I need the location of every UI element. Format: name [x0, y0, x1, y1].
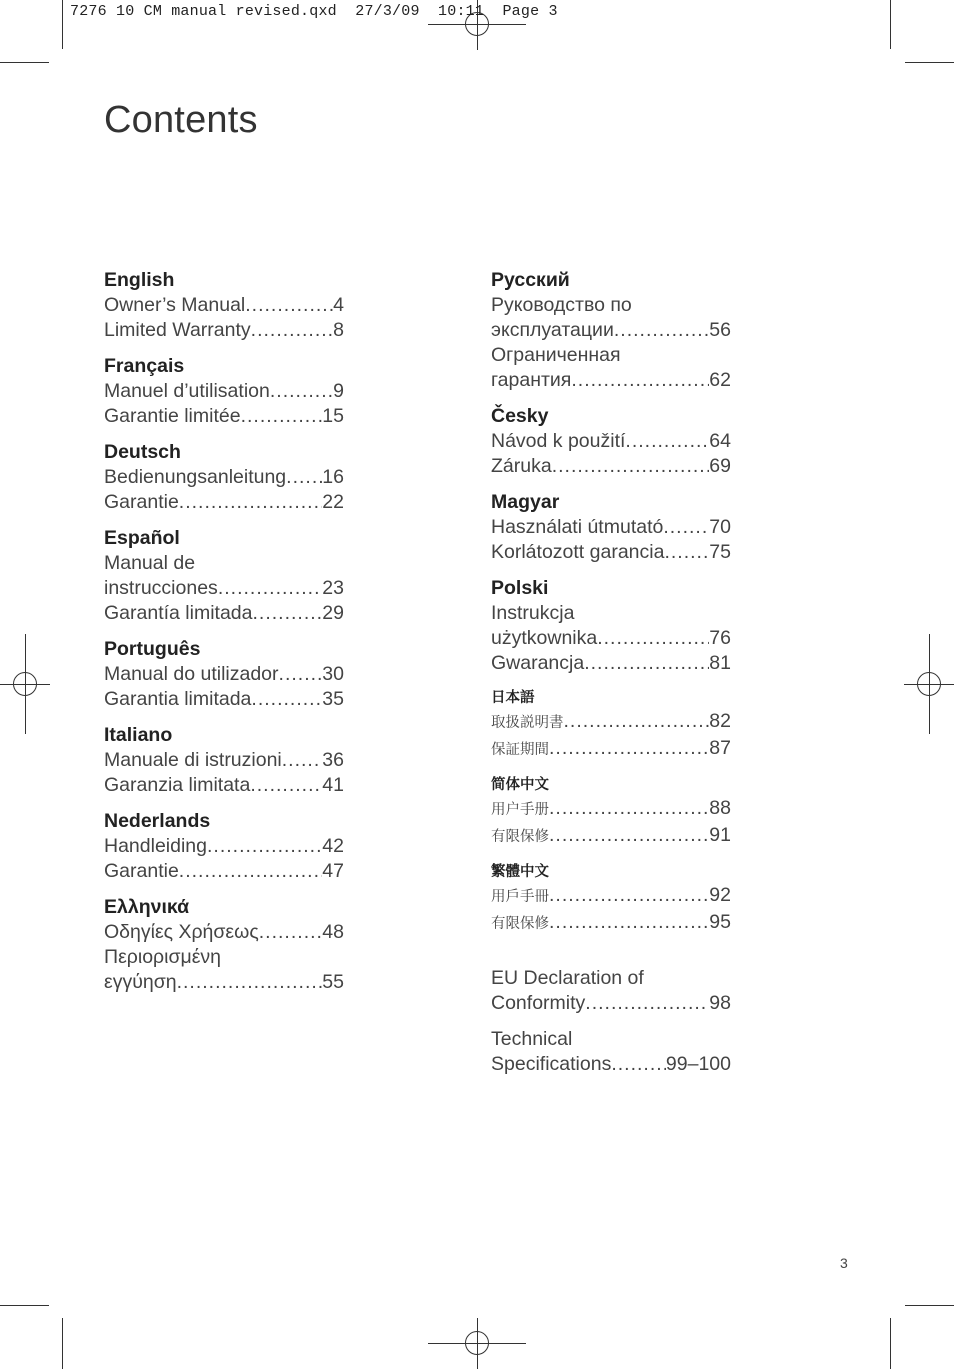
toc-entry[interactable] [491, 368, 731, 393]
section-heading: 简体中文 [491, 777, 549, 793]
crop-mark-tl-h [0, 62, 49, 63]
entry-page: 47 [322, 860, 344, 882]
entry-page: 98 [709, 992, 731, 1014]
entry-title-line1[interactable]: Ограниченная [491, 344, 621, 366]
toc-entry[interactable] [104, 834, 344, 859]
entry-page: 23 [322, 577, 344, 599]
entry-title: Bedienungsanleitung [104, 466, 287, 488]
section-heading: Português [104, 638, 201, 660]
section-heading: Deutsch [104, 441, 181, 463]
entry-title: Specifications [491, 1053, 612, 1075]
entry-title: Használati útmutató [491, 516, 664, 538]
toc-section-english [104, 268, 344, 343]
entry-title: Handleiding [104, 835, 207, 857]
toc-entry[interactable] [491, 626, 731, 651]
entry-title-line1[interactable]: Руководство по [491, 294, 632, 316]
toc-section-nederlands [104, 809, 344, 884]
toc-entry[interactable] [491, 515, 731, 540]
entry-page: 76 [709, 627, 731, 649]
entry-title: Gwarancja [491, 652, 585, 674]
crop-mark-bl-h [0, 1305, 49, 1306]
toc-entry[interactable] [104, 662, 344, 687]
entry-title: 保証期間 [491, 742, 549, 758]
entry-page: 70 [709, 516, 731, 538]
entry-title-line1[interactable]: Περιορισμένη [104, 946, 222, 968]
toc-entry[interactable] [491, 823, 731, 850]
entry-title: 用户手册 [491, 802, 549, 818]
toc-section-japanese [491, 687, 731, 763]
entry-page: 91 [709, 824, 731, 846]
registration-mark-right-circle [917, 672, 941, 696]
entry-title: Korlátozott garancia [491, 541, 665, 563]
entry-page: 81 [709, 652, 731, 674]
entry-title: 有限保修 [491, 916, 549, 932]
entry-title: Manuale di istruzioni [104, 749, 282, 771]
crop-mark-br-v [890, 1318, 891, 1369]
entry-page: 42 [322, 835, 344, 857]
toc-entry[interactable] [491, 736, 731, 763]
crop-mark-tr-h [905, 62, 954, 63]
toc-section-simplified-chinese [491, 774, 731, 850]
section-heading: 日本語 [491, 690, 535, 706]
entry-title: Záruka [491, 455, 552, 477]
entry-page: 4 [333, 294, 344, 316]
toc-entry[interactable] [491, 709, 731, 736]
toc-section-magyar [491, 490, 731, 565]
toc-entry[interactable] [491, 540, 731, 565]
entry-page: 92 [709, 884, 731, 906]
toc-entry[interactable] [104, 859, 344, 884]
toc-entry[interactable] [491, 429, 731, 454]
entry-title: Limited Warranty [104, 319, 251, 341]
toc-section-traditional-chinese [491, 861, 731, 937]
toc-entry[interactable] [491, 318, 731, 343]
toc-entry[interactable] [104, 687, 344, 712]
entry-title: 用戶手冊 [491, 889, 549, 905]
entry-title: Garantía limitada [104, 602, 253, 624]
entry-title: Garantia limitada [104, 688, 252, 710]
entry-title: 有限保修 [491, 829, 549, 845]
toc-entry[interactable] [104, 773, 344, 798]
toc-entry[interactable] [104, 404, 344, 429]
crop-mark-br-h [905, 1305, 954, 1306]
toc-entry[interactable] [104, 465, 344, 490]
entry-title: Manuel d’utilisation [104, 380, 270, 402]
toc-entry[interactable] [104, 970, 344, 995]
section-heading: Nederlands [104, 810, 211, 832]
entry-title: гарантия [491, 369, 572, 391]
entry-page: 88 [709, 797, 731, 819]
section-heading: 繁體中文 [491, 864, 549, 880]
entry-page: 30 [322, 663, 344, 685]
entry-title: Conformity [491, 992, 586, 1014]
entry-title-line1[interactable]: Manual de [104, 552, 196, 574]
entry-title: Οδηγίες Χρήσεως [104, 921, 259, 943]
entry-page: 35 [322, 688, 344, 710]
toc-section-ellinika [104, 895, 344, 995]
toc-section-portugues [104, 637, 344, 712]
section-heading: Česky [491, 405, 549, 427]
toc-entry[interactable] [491, 454, 731, 479]
entry-page: 15 [322, 405, 344, 427]
toc-entry[interactable] [104, 318, 344, 343]
entry-page: 22 [322, 491, 344, 513]
entry-title: Manual do utilizador [104, 663, 279, 685]
section-heading: Polski [491, 577, 549, 599]
entry-title-line1[interactable]: EU Declaration of [491, 967, 644, 989]
entry-page: 87 [709, 737, 731, 759]
toc-entry[interactable] [491, 883, 731, 910]
entry-page: 69 [709, 455, 731, 477]
entry-page: 16 [322, 466, 344, 488]
registration-mark-bottom-circle [465, 1331, 489, 1355]
section-heading: English [104, 269, 175, 291]
entry-title: Garanzia limitata [104, 774, 251, 796]
entry-page: 62 [709, 369, 731, 391]
entry-title-line1[interactable]: Instrukcja [491, 602, 575, 624]
section-heading: Español [104, 527, 180, 549]
entry-page: 64 [709, 430, 731, 452]
entry-page: 99–100 [665, 1053, 731, 1075]
entry-title-line1[interactable]: Technical [491, 1028, 573, 1050]
page-number: 3 [840, 1255, 848, 1271]
entry-page: 41 [322, 774, 344, 796]
toc-section-espanol [104, 526, 344, 626]
toc-entry[interactable] [104, 748, 344, 773]
entry-page: 9 [333, 380, 344, 402]
toc-entry[interactable] [104, 293, 344, 318]
entry-title: użytkownika [491, 627, 598, 649]
entry-title: Návod k použití [491, 430, 626, 452]
entry-page: 29 [322, 602, 344, 624]
entry-page: 36 [322, 749, 344, 771]
registration-mark-left-circle [13, 672, 37, 696]
crop-mark-bl-v [62, 1318, 63, 1369]
entry-title: instrucciones [104, 577, 218, 599]
toc-section-eu-declaration [491, 966, 731, 1016]
crop-mark-tl-v [62, 0, 63, 49]
crop-mark-tr-v [890, 0, 891, 49]
entry-title: Garantie limitée [104, 405, 241, 427]
toc-entry[interactable] [104, 601, 344, 626]
print-slug-line: 7276 10 CM manual revised.qxd 27/3/09 10:11 Page 3 [70, 3, 558, 20]
toc-section-cesky [491, 404, 731, 479]
entry-title: Garantie [104, 860, 179, 882]
entry-page: 55 [322, 971, 344, 993]
section-heading: Français [104, 355, 185, 377]
toc-section-polski [491, 576, 731, 676]
entry-title: εγγύηση [104, 971, 177, 993]
toc-entry[interactable] [491, 651, 731, 676]
entry-page: 95 [709, 911, 731, 933]
toc-entry[interactable] [491, 910, 731, 937]
entry-page: 48 [322, 921, 344, 943]
toc-entry[interactable] [491, 991, 731, 1016]
section-heading: Русский [491, 269, 570, 291]
entry-title: Garantie [104, 491, 179, 513]
toc-entry[interactable] [104, 576, 344, 601]
entry-title: Owner’s Manual [104, 294, 246, 316]
entry-page: 75 [709, 541, 731, 563]
toc-entry[interactable] [491, 796, 731, 823]
contents-right-column [491, 268, 731, 1088]
section-heading: Italiano [104, 724, 173, 746]
entry-page: 56 [709, 319, 731, 341]
entry-title: 取扱説明書 [491, 715, 564, 731]
entry-page: 8 [333, 319, 344, 341]
toc-section-technical-specifications [491, 1027, 731, 1077]
section-heading: Ελληνικά [104, 896, 190, 918]
entry-title: эксплуатации [491, 319, 614, 341]
toc-entry[interactable] [491, 1052, 731, 1077]
toc-entry[interactable] [104, 920, 344, 945]
toc-entry[interactable] [104, 379, 344, 404]
toc-entry[interactable] [104, 490, 344, 515]
toc-section-francais [104, 354, 344, 429]
page-title: Contents [104, 99, 258, 141]
toc-section-italiano [104, 723, 344, 798]
toc-section-deutsch [104, 440, 344, 515]
contents-left-column [104, 268, 344, 1006]
entry-page: 82 [709, 710, 731, 732]
toc-section-russkiy [491, 268, 731, 393]
section-heading: Magyar [491, 491, 560, 513]
